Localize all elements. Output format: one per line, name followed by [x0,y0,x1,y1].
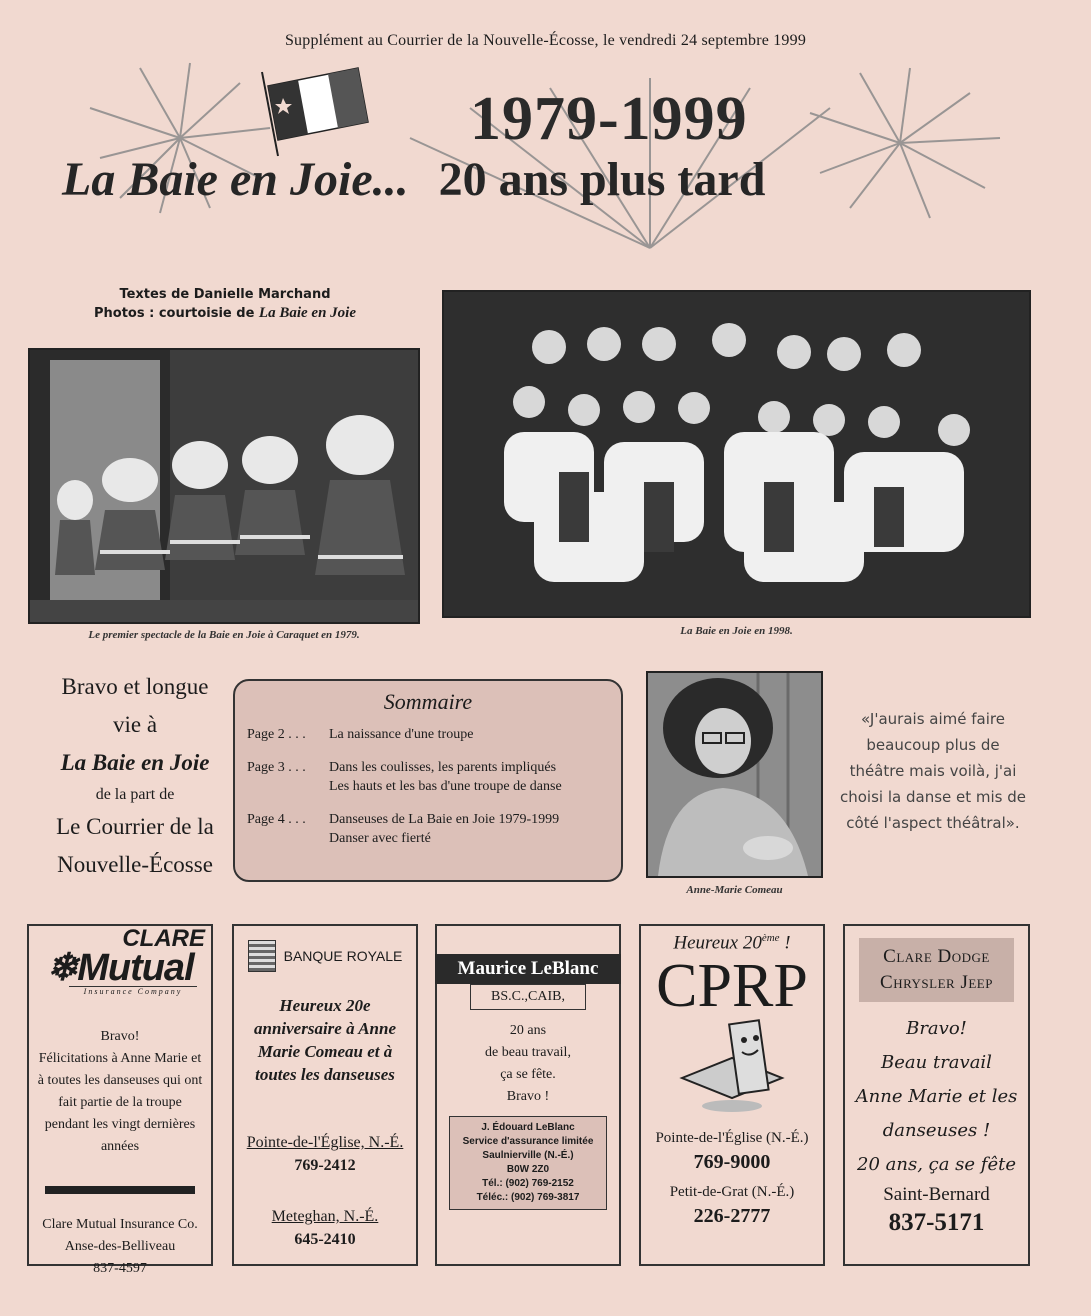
address-line: Service d'assurance limitée [462,1136,594,1147]
photo-1998-caption: La Baie en Joie en 1998. [680,625,793,637]
clare-dodge-msg: Anne Marie et les [855,1086,1018,1107]
clare-dodge-phone: 837-5171 [888,1209,985,1236]
page-title [62,152,765,207]
anniversary-years: 1979-1999 [470,85,748,153]
clare-mutual-msg1: Bravo! [100,1029,140,1044]
cprp-greeting-sup: ème [761,932,780,944]
banque-royale-header [234,940,416,972]
divider [45,1186,195,1194]
credits-text: Textes de Danielle Marchand [119,287,331,302]
ad-cprp [639,924,825,1266]
clare-mutual-addr: Clare Mutual Insurance Co. [42,1217,198,1232]
toc-entry-line: Dans les coulisses, les parents impliqués [329,760,557,775]
maurice-leblanc-msg: Bravo ! [506,1089,550,1104]
supplement-line: Supplément au Courrier de la Nouvelle-Écosse, le vendredi 24 septembre 1999 [284,32,807,49]
banque-royale-phone: 645-2410 [294,1231,356,1248]
bravo-line: Le Courrier de la [56,814,214,839]
bravo-line: Nouvelle-Écosse [57,852,213,877]
toc-entry [329,810,559,848]
bank-emblem-icon [248,940,276,972]
clare-dodge-msg: danseuses ! [882,1120,991,1141]
clare-mutual-addr: Anse-des-Belliveau [64,1239,176,1254]
clare-mutual-logo [29,947,211,989]
toc-row [247,758,609,796]
ad-maurice-leblanc [435,924,621,1266]
clare-dodge-name: Clare Dodge [883,946,990,967]
toc-entry-line: Danser avec fierté [329,831,431,846]
clare-dodge-msg: Beau travail [881,1052,992,1073]
credits-photos [90,304,360,323]
toc-page: Page 3 . . . [247,760,306,775]
bravo-line: de la part de [95,786,175,803]
clare-mutual-sub: Insurance Company [69,986,197,996]
clare-mutual-brand-top: CLARE [122,925,205,952]
ad-clare-mutual [27,924,213,1276]
banque-royale-msg: Heureux 20e anniversaire à Anne Marie Comeau et à toutes les danseuses [254,996,397,1084]
bravo-message [20,668,250,884]
maurice-leblanc-creds: BS.C.,CAIB, [470,984,586,1010]
clare-mutual-brand-main: Mutual [77,947,194,989]
cprp-loc: Petit-de-Grat (N.-É.) [669,1184,795,1201]
ad-clare-dodge [843,924,1030,1266]
toc-entry-line: La naissance d'une troupe [329,727,474,742]
clare-dodge-name: Chrysler Jeep [880,972,993,993]
title-part-a: La Baie en Joie... [62,153,409,206]
maurice-leblanc-msg: de beau travail, [485,1045,571,1060]
clare-mutual-msg2: Félicitations à Anne Marie et à toutes les danseuses qui ont fait partie de la troupe pendant les vingt dernières années [37,1051,203,1154]
toc-row [247,810,609,848]
address-line: J. Édouard LeBlanc [481,1122,575,1133]
acadian-flag-icon [262,68,368,156]
clare-dodge-msg: 20 ans, ça se fête [857,1154,1016,1175]
address-line: Téléc.: (902) 769-3817 [476,1192,580,1203]
banque-royale-brand: BANQUE ROYALE [283,948,403,964]
maurice-leblanc-msg: 20 ans [509,1023,547,1038]
credits-photos-name: La Baie en Joie [258,305,356,321]
toc-title: Sommaire [383,689,473,714]
address-line: Tél.: (902) 769-2152 [482,1178,574,1189]
photo-1979-show [28,348,420,624]
ad-banque-royale [232,924,418,1266]
table-of-contents [233,679,623,882]
photo-anne-marie-caption: Anne-Marie Comeau [686,884,783,896]
cprp-greeting [641,932,823,954]
title-part-b: 20 ans plus tard [438,153,766,206]
banque-royale-loc: Pointe-de-l'Église, N.-É. [246,1134,404,1151]
address-line: Saulnierville (N.-É.) [482,1150,574,1161]
maple-leaf-icon: ❄ [46,947,78,989]
address-line: B0W 2Z0 [506,1164,550,1175]
credits [90,286,360,323]
photo-anne-marie [646,671,823,878]
bravo-line: La Baie en Joie [60,750,210,775]
pull-quote: «J'aurais aimé faire beaucoup plus de théâtre mais voilà, j'ai choisi la danse et mis de côté l'aspect théâtral». [840,710,1026,832]
banque-royale-phone: 769-2412 [294,1157,356,1174]
clare-dodge-loc: Saint-Bernard [883,1184,990,1205]
toc-page: Page 4 . . . [247,812,306,827]
banque-royale-loc: Meteghan, N.-É. [271,1208,379,1225]
cprp-loc: Pointe-de-l'Église (N.-É.) [655,1130,809,1147]
clare-dodge-msg: Bravo! [906,1018,967,1039]
toc-entry-line: Danseuses de La Baie en Joie 1979-1999 [329,812,560,827]
toc-entry-line: Les hauts et les bas d'une troupe de danse [329,779,562,794]
cprp-phone: 769-9000 [693,1151,771,1174]
toc-row [247,725,609,744]
maurice-leblanc-name: Maurice LeBlanc [435,954,621,984]
credits-photos-prefix: Photos : courtoisie de [93,306,259,321]
maurice-leblanc-address-box [449,1116,607,1210]
photo-1998-troupe [442,290,1031,618]
cprp-greeting-b: ! [779,932,791,954]
maurice-leblanc-msg: ça se fête. [500,1067,556,1082]
clare-mutual-phone: 837-4597 [93,1261,147,1276]
bravo-line: Bravo et longue [61,674,209,699]
cprp-greeting-a: Heureux 20 [673,932,762,954]
photo-1979-caption: Le premier spectacle de la Baie en Joie à Caraquet en 1979. [88,629,360,641]
toc-entry [329,725,473,744]
bravo-line: vie à [112,712,158,737]
toc-entry [329,758,562,796]
book-cartoon-icon [672,1018,792,1116]
clare-dodge-header [859,938,1014,1002]
cprp-brand: CPRP [656,952,808,1021]
toc-page: Page 2 . . . [247,727,306,742]
cprp-phone: 226-2777 [693,1205,771,1228]
